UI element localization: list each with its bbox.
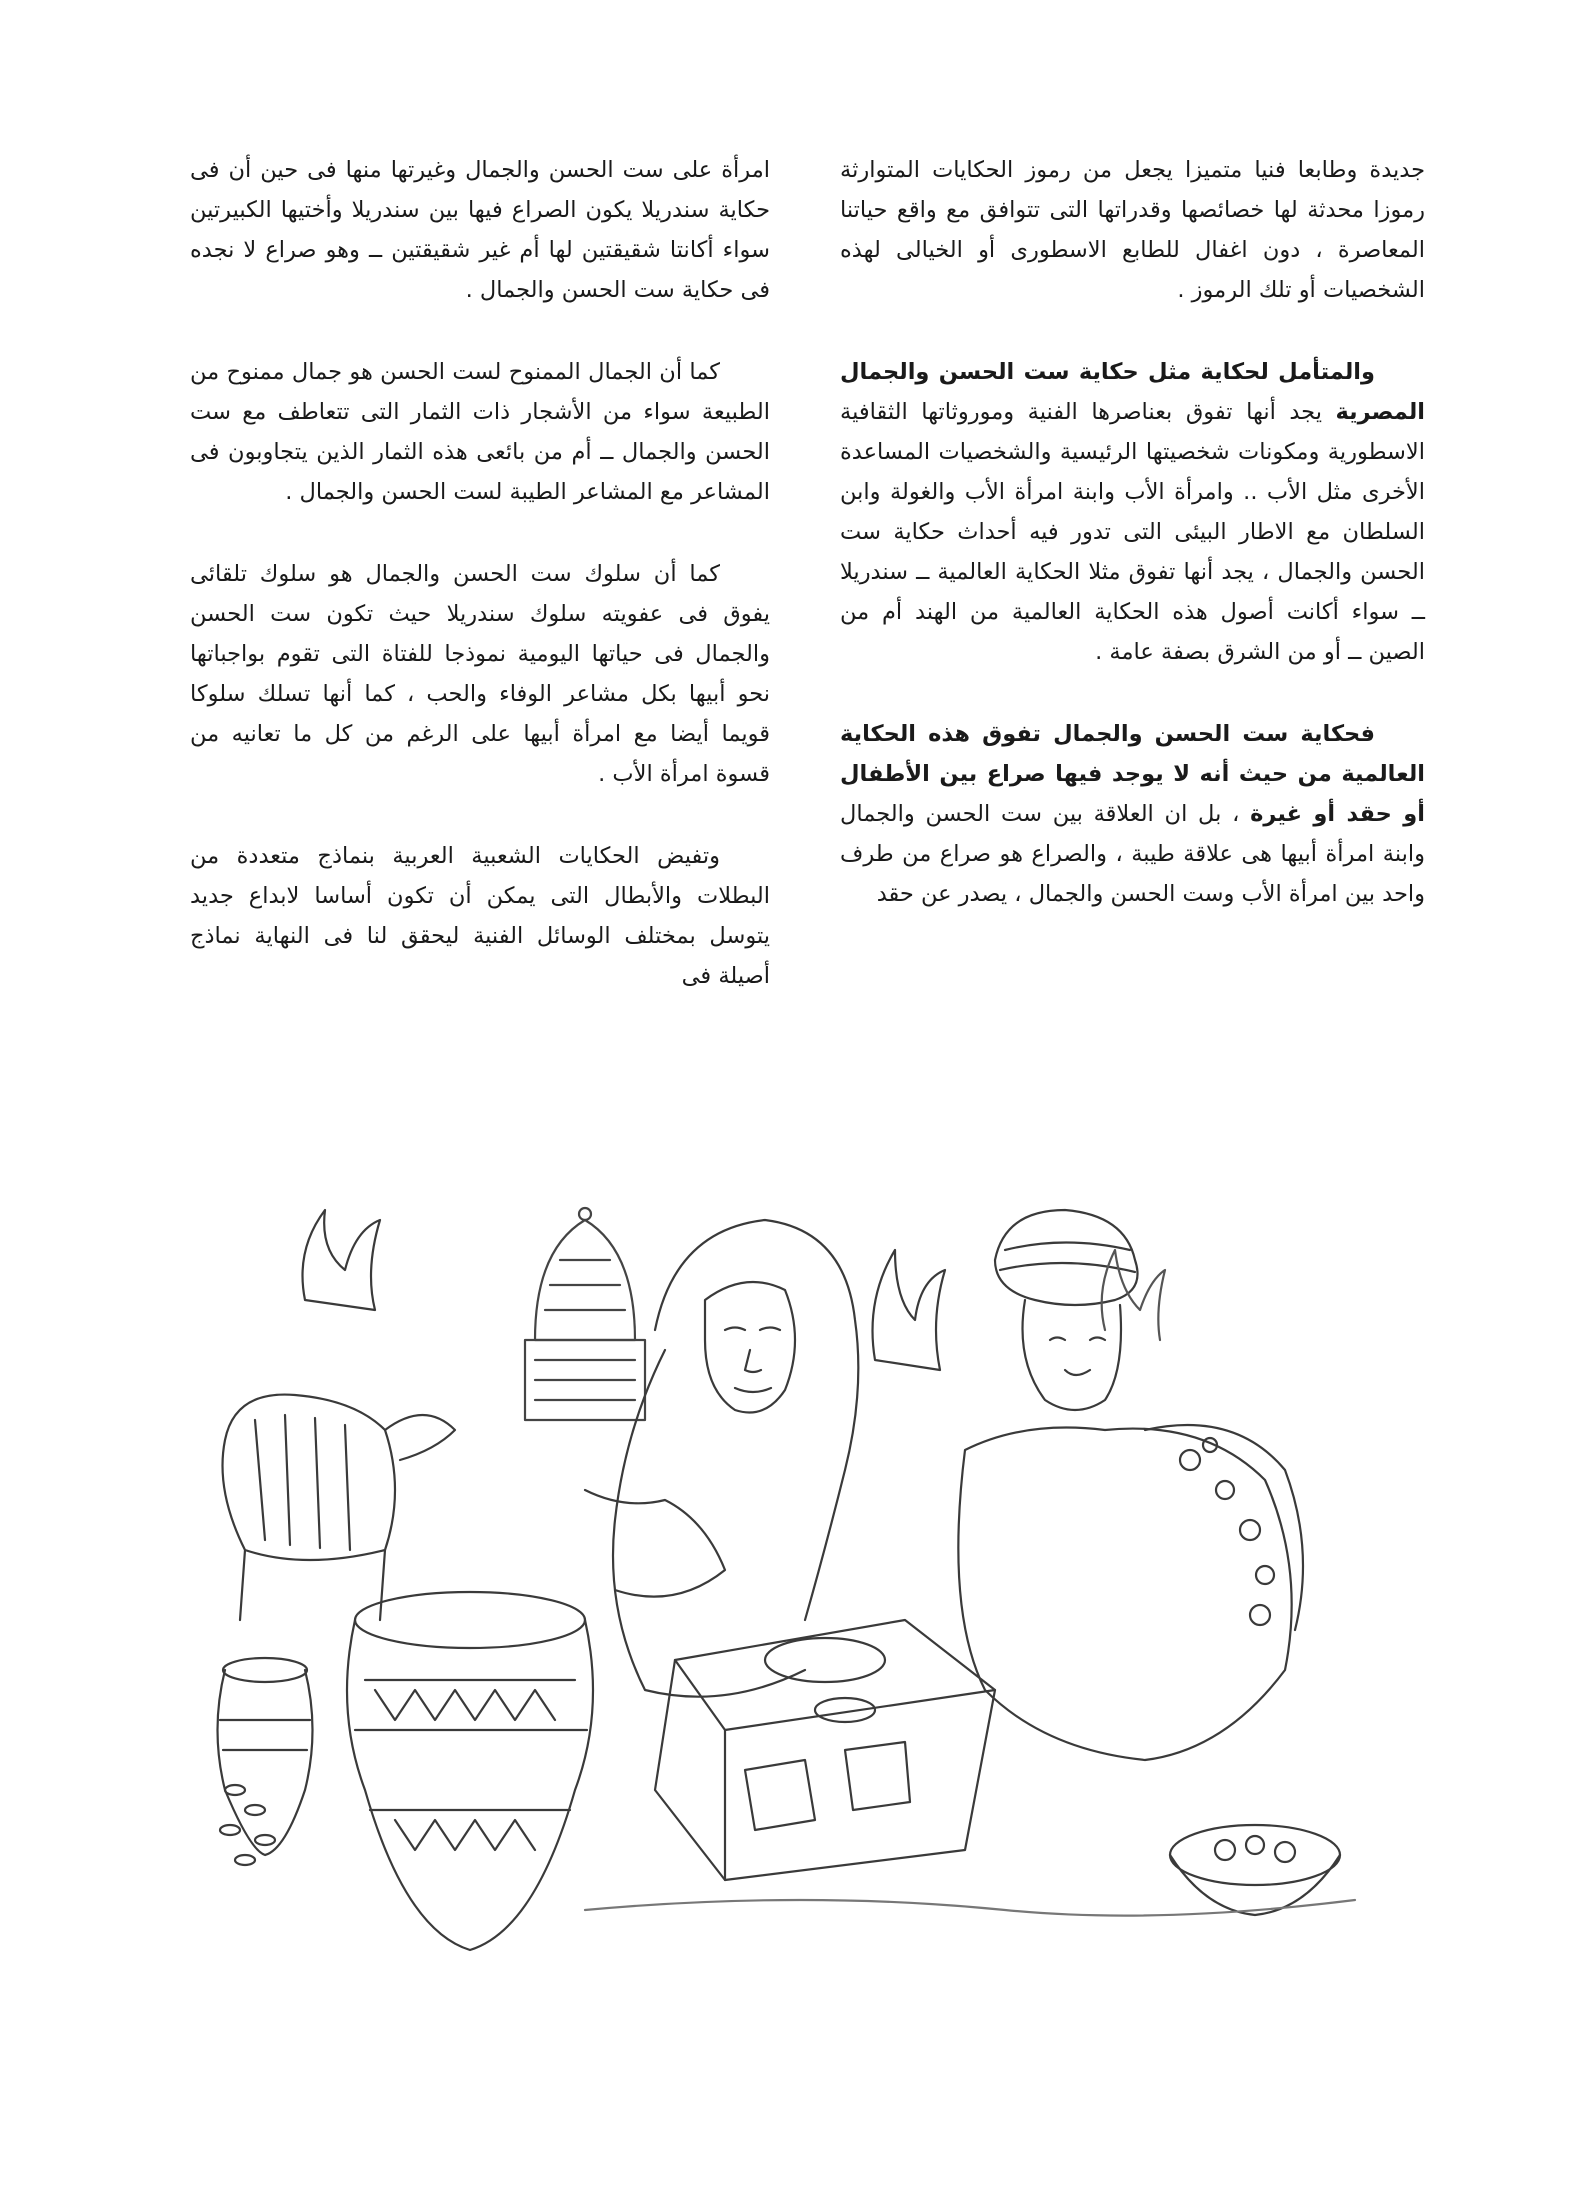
paragraph — [840, 714, 1425, 914]
paragraph: وتفيض الحكايات الشعبية العربية بنماذج متعددة من البطلات والأبطال التى يمكن أن تكون أساسا لابداع جديد يتوسل بمختلف الوسائل الفنية ليحقق لنا فى النهاية نماذج أصيلة فى — [190, 843, 770, 989]
large-jar — [347, 1592, 593, 1950]
bold-lead: فحكاية ست الحسن والجمال تفوق هذه الحكاية العالمية من حيث أنه لا يوجد فيها صراع بين الأطفال أو حقد أو غيرة — [840, 721, 1425, 827]
dome-tower — [525, 1208, 645, 1420]
man-figure — [958, 1210, 1303, 1760]
flame-left — [303, 1210, 381, 1310]
paragraph-text: ، بل ان العلاقة بين ست الحسن والجمال وابنة امرأة أبيها هى علاقة طيبة ، والصراع هو صراع من طرف واحد بين امرأة الأب وست الحسن والجمال ، يصدر عن حقد — [840, 801, 1425, 907]
market-scene-illustration — [205, 1190, 1405, 1980]
paragraph: كما أن الجمال الممنوح لست الحسن هو جمال ممنوح من الطبيعة سواء من الأشجار ذات الثمار التى تتعاطف مع ست الحسن والجمال ــ أم من بائعى هذه الثمار الذين يتجاوبون فى المشاعر مع المشاعر الطيبة لست الحسن والجمال . — [190, 359, 770, 505]
paragraph: امرأة على ست الحسن والجمال وغيرتها منها فى حين أن فى حكاية سندريلا يكون الصراع فيها بين سندريلا وأختيها الكبيرتين سواء أكانتا شقيقتين لها أم غير شقيقتين ــ وهو صراع لا نجده فى حكاية ست الحسن والجمال . — [190, 157, 770, 303]
bold-lead: والمتأمل لحكاية مثل حكاية ست الحسن والجمال المصرية — [840, 359, 1425, 425]
left-text-column — [190, 150, 770, 1038]
paragraph: كما أن سلوك ست الحسن والجمال هو سلوك تلقائى يفوق فى عفويته سلوك سندريلا حيث تكون ست الحسن والجمال فى حياتها اليومية نموذجا للفتاة التى تقوم بواجباتها نحو أبيها بكل مشاعر الوفاء والحب ، كما أنها تسلك سلوكا قويما أيضا مع امرأة أبيها على الرغم من كل ما تعانيه من قسوة امرأة الأب . — [190, 561, 770, 787]
treasure-box — [655, 1620, 995, 1880]
right-text-column — [840, 150, 1425, 956]
donkey-figure — [223, 1395, 456, 1620]
paragraph-text: يجد أنها تفوق بعناصرها الفنية وموروثاتها الثقافية الاسطورية ومكونات شخصيتها الرئيسية والشخصيات المساعدة الأخرى مثل الأب .. وامرأة الأب وابنة امرأة الأب والغولة وابن السلطان مع الاطار البيئى التى تدور فيه أحداث حكاية ست الحسن والجمال ، يجد أنها تفوق مثلا الحكاية العالمية ــ سندريلا ــ سواء أكانت أصول هذه الحكاية العالمية من الهند أم من الصين ــ أو من الشرق بصفة عامة . — [840, 399, 1425, 665]
paragraph: جديدة وطابعا فنيا متميزا يجعل من رموز الحكايات المتوارثة رموزا محدثة لها خصائصها وقدراتها التى تتوافق مع واقع حياتنا المعاصرة ، دون اغفال للطابع الاسطورى أو الخيالى لهذه الشخصيات أو تلك الرموز . — [840, 157, 1425, 303]
woman-figure — [585, 1220, 858, 1697]
bowl-right — [1170, 1825, 1340, 1915]
paragraph — [840, 352, 1425, 672]
flame-center — [873, 1250, 946, 1370]
